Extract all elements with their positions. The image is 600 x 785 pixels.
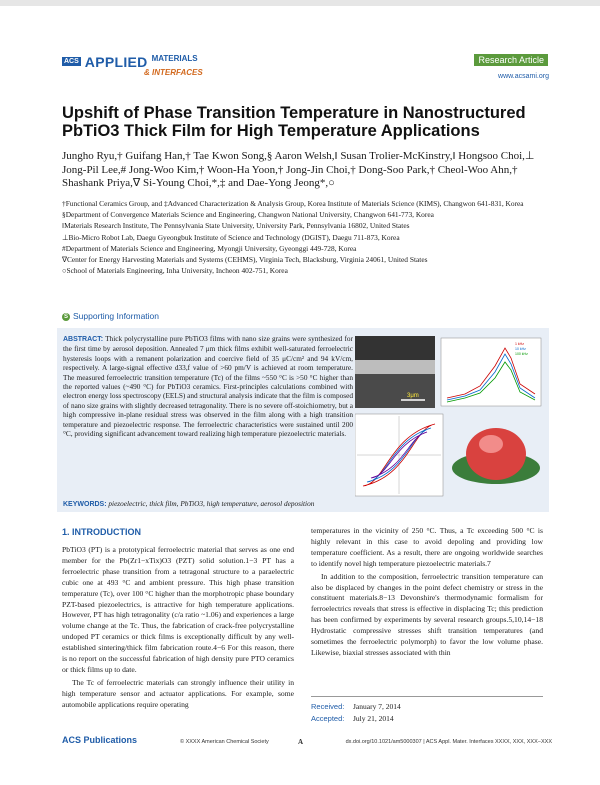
plot-legend-item: 100 kHz xyxy=(515,352,528,356)
publisher-logo: ACS Publications xyxy=(62,735,138,745)
journal-materials: MATERIALS xyxy=(151,54,198,63)
abstract-label: ABSTRACT: xyxy=(63,336,104,343)
author-list: Jungho Ryu,† Guifang Han,† Tae Kwon Song,§ Aaron Welsh,‖ Susan Trolier-McKinstry,‖ Hongsoo Choi,⊥ Jong-Pil Lee,# Jong-Woo Kim,† Woon-Ha Yoon,† Jong-Jin Choi,† Dong-Soo Park,† Cheol-Woo Ahn,† Shashank Priya,∇ Si-Young Choi,*,‡ and Dae-Yong Jeong*,○ xyxy=(62,150,535,189)
sem-film-layer xyxy=(355,360,435,374)
section-heading: 1. INTRODUCTION xyxy=(62,527,142,537)
toc-graphic xyxy=(355,336,545,498)
paragraph: The Tc of ferroelectric materials can strongly influence their utility in high temperature sensor and actuator applications. For example, some automobile applications require operating xyxy=(62,677,294,709)
paragraph: temperatures in the vicinity of 250 °C. Thus, a Tc exceeding 500 °C is highly relevant in this case to avoid depoling and providing low temperature coefficient. As a result, there are ongoing worldwide searches to identify novel high temperature piezoelectric materials.7 xyxy=(311,526,543,568)
abstract-box xyxy=(57,328,549,512)
affiliation: ○School of Materials Engineering, Inha University, Incheon 402-751, Korea xyxy=(62,266,288,276)
affiliation: #Department of Materials Science and Engineering, Myongji University, Gyeonggi 449-728, Korea xyxy=(62,243,357,253)
sem-substrate xyxy=(355,374,435,408)
plot-legend-item: 10 kHz xyxy=(515,347,526,351)
journal-interfaces: & INTERFACES xyxy=(144,68,203,77)
paragraph: In addition to the composition, ferroelectric transition temperature can also be displaced by changes in the point defect chemistry or stress in the constituent materials.8−13 Devonshire's thermodynamic formalism for ferroelectrics reveals that stress is effective in displacing Tc; this prediction has been confirmed by experiments by several research groups.5,10,14−18 Hydrostatic compressive stresses shift transition temperatures (and sometimes the ferroelectric polymorph) to favor the low volume phase. Likewise, biaxial stresses associated with thin xyxy=(311,571,543,657)
keywords xyxy=(63,499,543,508)
acs-badge: ACS xyxy=(64,58,79,65)
accepted-date: July 21, 2014 xyxy=(353,714,394,723)
column-right xyxy=(311,526,543,661)
stress-map-highlight xyxy=(479,435,503,453)
supporting-info-label: Supporting Information xyxy=(73,311,159,321)
received-label: Received: xyxy=(311,702,345,711)
affiliation: ‖Materials Research Institute, The Pennsylvania State University, University Park, Pennsylvania 16802, United States xyxy=(62,221,410,231)
page-number: A xyxy=(298,738,304,746)
sem-top xyxy=(355,336,435,360)
journal-name: APPLIED xyxy=(84,54,148,70)
received-date: January 7, 2014 xyxy=(353,702,401,711)
received-row xyxy=(311,701,543,713)
keywords-label: KEYWORDS: xyxy=(63,501,107,508)
keywords-list: piezoelectric, thick film, PbTiO3, high temperature, aerosol deposition xyxy=(108,499,315,508)
affiliation: †Functional Ceramics Group, and ‡Advanced Characterization & Analysis Group, Korea Institute of Materials Science (KIMS), Changwon 641-831, Korea xyxy=(62,199,524,208)
affiliation: §Department of Convergence Materials Science and Engineering, Changwon National University, Changwon 641-773, Korea xyxy=(62,210,434,220)
scale-bar-label: 3μm xyxy=(407,393,419,399)
abstract-body: Thick polycrystalline pure PbTiO3 films with nano size grains were synthesized for the first time by aerosol deposition. Annealed 7 μm thick films exhibit well-saturated ferroelectric hysteresis loops with a remanent polarization and coercive field of 35 μC/cm² and 94 kV/cm, respectively. A large-signal effective d33,f value of >60 pm/V is achieved at room temperature. The measured ferroelectric transition temperature (Tc) of the films ~550 °C is >50 °C higher than the reported values (~490 °C) for PbTiO3 ceramics. First-principles calculations combined with electron energy loss spectroscopy (EELS) and structural analysis indicate that the film is composed of nano size grains with slightly decreased tetragonality. There is no severe off-stoichiometry, but a high compressive in-plane residual stress was observed in the film along with a high transition temperature and piezoelectric response. The ferroelectric characteristics were sustained until 200 °C, providing significant advancement toward realizing high temperature piezoelectric materials. xyxy=(63,334,353,439)
plot-legend-item: 1 kHz xyxy=(515,342,524,346)
doi-link[interactable]: dx.doi.org/10.1021/am5000307 | ACS Appl. Mater. Interfaces XXXX, XXX, XXX−XXX xyxy=(345,739,552,745)
affiliation: ⊥Bio-Micro Robot Lab, Daegu Gyeongbuk Institute of Science and Technology (DGIST), Daegu 711-873, Korea xyxy=(62,232,400,242)
paragraph: PbTiO3 (PT) is a prototypical ferroelectric material that serves as one end member for the Pb(Zr1−xTix)O3 (PZT) solid solution.1−3 PT has a ferroelectric phase transition from a tetragonal structure to a paraelectric cubic one at 493 °C and ambient pressure. This high phase transition temperature (Tc), over 100 °C higher than the morphotropic phase boundary PZT-based piezoelectrics, is attractive for high temperature applications. However, PT has high tetragonality (c/a ratio ~1.06) and experiences a large volume change at the Tc. Thus, the fabrication of crack-free polycrystalline undoped PT ceramics or thick films is exceptionally difficult by any well-established sintering/thick film fabrication route.4−6 For this reason, there is no report on the successful fabrication of high density pure PTO ceramics or thick films up to date. xyxy=(62,545,294,674)
journal-website[interactable]: www.acsami.org xyxy=(498,73,549,80)
accepted-label: Accepted: xyxy=(311,714,345,723)
article-dates xyxy=(311,696,543,725)
affiliation: ∇Center for Energy Harvesting Materials and Systems (CEHMS), Virginia Tech, Blacksburg, Virginia 24061, United States xyxy=(62,255,428,265)
article-type-badge: Research Article xyxy=(474,54,548,66)
copyright: © XXXX American Chemical Society xyxy=(180,739,269,745)
journal-logo xyxy=(62,54,203,77)
affiliations xyxy=(62,198,552,276)
page-footer xyxy=(62,735,552,749)
stress-map-dome xyxy=(466,428,526,480)
top-bar xyxy=(0,0,600,6)
supporting-info-link[interactable] xyxy=(62,311,159,321)
accepted-row xyxy=(311,713,543,725)
column-left xyxy=(62,545,294,713)
article-title: Upshift of Phase Transition Temperature in Nanostructured PbTiO3 Thick Film for High Temperature Applications xyxy=(62,104,526,140)
supporting-info-icon: S xyxy=(63,314,68,321)
abstract-text xyxy=(63,334,353,438)
